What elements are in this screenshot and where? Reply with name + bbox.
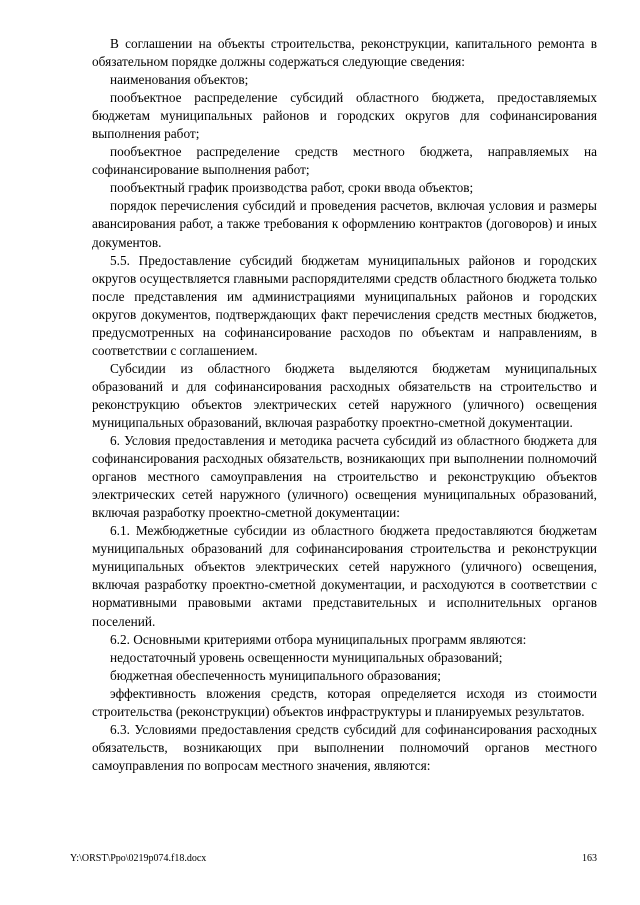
paragraph: эффективность вложения средств, которая определяется исходя из стоимости строительства (реконструкции) объектов инфраструктуры и планируемых результатов. <box>92 685 597 719</box>
paragraph: недостаточный уровень освещенности муниципальных образований; <box>110 649 503 665</box>
paragraph: пообъектное распределение средств местного бюджета, направляемых на софинансирование выполнения работ; <box>92 144 597 178</box>
paragraph: В соглашении на объекты строительства, реконструкции, капитального ремонта в обязательном порядке должны содержаться следующие сведения: <box>92 36 597 70</box>
paragraph: 6. Условия предоставления и методика расчета субсидий из областного бюджета для софинансирования расходных обязательств, возникающих при выполнении полномочий органов местного самоуправления на строительство и реконструкцию объектов электрических сетей наружного (уличного) освещения муниципальных образований, включая разработку проектно-сметной документации: <box>92 433 597 521</box>
paragraph: 6.2. Основными критериями отбора муниципальных программ являются: <box>110 631 527 647</box>
paragraph: бюджетная обеспеченность муниципального образования; <box>110 667 441 683</box>
page-number: 163 <box>582 853 597 864</box>
paragraph: 6.1. Межбюджетные субсидии из областного бюджета предоставляются бюджетам муниципальных образований для софинансирования строительства и реконструкции муниципальных объектов электрических сетей наружного (уличного) освещения, включая разработку проектно-сметной документации, и расходуются в соответствии с нормативными правовыми актами представительных и исполнительных органов поселений. <box>92 523 597 629</box>
paragraph: 5.5. Предоставление субсидий бюджетам муниципальных районов и городских округов осуществляется главными распорядителями средств областного бюджета только после представления им администрациями муниципальных районов и городских округов документов, подтверждающих факт перечисления средств местных бюджетов, предусмотренных на софинансирование расходов по объектам и направлениям, в соответствии с соглашением. <box>92 252 597 358</box>
footer-file-path: Y:\ORST\Ppo\0219p074.f18.docx <box>70 853 207 864</box>
document-body <box>92 35 597 775</box>
paragraph: Субсидии из областного бюджета выделяются бюджетам муниципальных образований и для софинансирования расходных обязательств на строительство и реконструкцию объектов электрических сетей наружного (уличного) освещения муниципальных образований, включая разработку проектно-сметной документации. <box>92 360 597 430</box>
paragraph: пообъектное распределение субсидий областного бюджета, предоставляемых бюджетам муниципальных районов и городских округов для софинансирования выполнения работ; <box>92 90 597 142</box>
paragraph: 6.3. Условиями предоставления средств субсидий для софинансирования расходных обязательств, возникающих при выполнении полномочий органов местного самоуправления по вопросам местного значения, являются: <box>92 721 597 773</box>
paragraph: пообъектный график производства работ, сроки ввода объектов; <box>110 180 474 196</box>
paragraph: наименования объектов; <box>110 72 249 88</box>
paragraph: порядок перечисления субсидий и проведения расчетов, включая условия и размеры авансирования работ, а также требования к оформлению контрактов (договоров) и иных документов. <box>92 198 597 250</box>
